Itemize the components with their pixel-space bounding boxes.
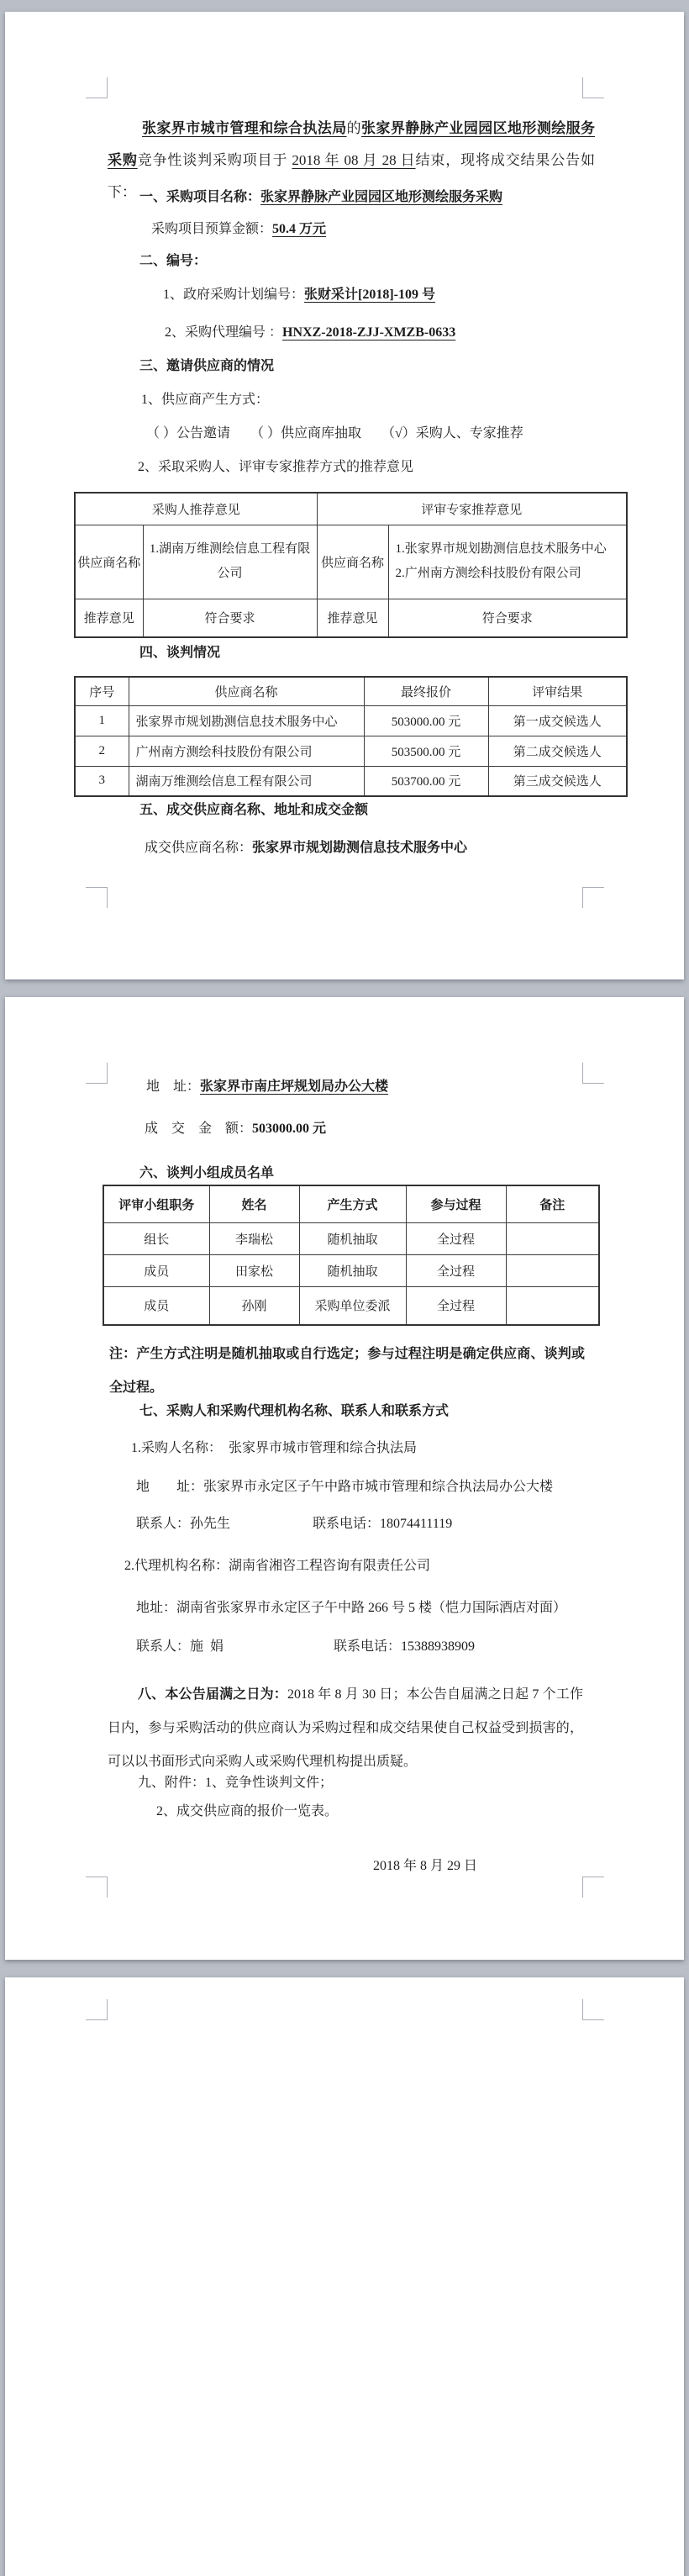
name-cell: 田家松 (209, 1254, 299, 1286)
agency-phone: 联系电话：15388938909 (334, 1639, 476, 1654)
process-cell: 全过程 (406, 1286, 506, 1325)
table-row (103, 1286, 599, 1325)
supplier-label-cell: 供应商名称 (317, 525, 388, 599)
section-2-title: 二、编号： (139, 254, 208, 268)
rank-cell: 3 (75, 766, 129, 796)
table-row (75, 766, 627, 796)
panel-note: 注：产生方式注明是随机抽取或自行选定；参与过程注明是确定供应商、谈判或全过程。 (109, 1347, 585, 1395)
recommendation-intro: 2、采取采购人、评审专家推荐方式的推荐意见 (138, 460, 414, 474)
project-name: 张家界静脉产业园园区地形测绘服务采购 (108, 120, 596, 168)
section-1-title: 一、采购项目名称：张家界静脉产业园园区地形测绘服务采购 (139, 190, 503, 204)
supplier-name-cell: 广州南方测绘科技股份有限公司 (129, 736, 364, 766)
buyer-opinion-header: 采购人推荐意见 (75, 493, 317, 525)
rec-label-cell: 推荐意见 (75, 599, 143, 637)
section-9-line1: 九、附件：1、竞争性谈判文件； (138, 1776, 334, 1790)
section-6-title: 六、谈判小组成员名单 (139, 1166, 275, 1180)
process-cell: 全过程 (406, 1254, 506, 1286)
table-row (103, 1254, 599, 1286)
buyer-address-line: 地 址：张家界市永定区子午中路市城市管理和综合执法局办公大楼 (136, 1480, 554, 1494)
expert-suppliers-cell: 1.张家界市规划勘测信息技术服务中心 2.广州南方测绘科技股份有限公司 (388, 525, 627, 599)
supplier-name-cell: 湖南万维测绘信息工程有限公司 (129, 766, 364, 796)
recommendation-table (74, 492, 628, 638)
method-cell: 随机抽取 (299, 1222, 406, 1254)
name-cell: 李瑞松 (209, 1222, 299, 1254)
margin-corner-mark (86, 77, 108, 98)
winner-address-line: 地 址：张家界市南庄坪规划局办公大楼 (146, 1079, 389, 1094)
document-page-3 (5, 1977, 684, 2576)
agency-address-line: 地址：湖南省张家界市永定区子午中路 266 号 5 楼（恺力国际酒店对面） (136, 1601, 567, 1615)
section-3-title: 三、邀请供应商的情况 (139, 359, 275, 373)
section-7-title: 七、采购人和采购代理机构名称、联系人和联系方式 (139, 1404, 450, 1418)
expert-opinion-header: 评审专家推荐意见 (317, 493, 627, 525)
rec-label-cell: 推荐意见 (317, 599, 388, 637)
announcement-date: 2018 年 8 月 29 日 (373, 1859, 478, 1873)
expert-rec-cell: 符合要求 (388, 599, 627, 637)
review-result-cell: 第二成交候选人 (488, 736, 627, 766)
section-5-title: 五、成交供应商名称、地址和成交金额 (139, 803, 369, 817)
review-result-cell: 第一成交候选人 (488, 705, 627, 736)
supplier-method-label: 1、供应商产生方式： (141, 393, 270, 407)
deal-amount-line: 成 交 金 额：503000.00 元 (145, 1122, 327, 1136)
remark-cell (506, 1286, 599, 1325)
agent-number-line: 2、采购代理编号 ：HNXZ-2018-ZJJ-XMZB-0633 (165, 325, 456, 340)
table-header-row: 评审小组职务 姓名 产生方式 参与过程 备注 (103, 1185, 599, 1222)
margin-corner-mark (582, 1999, 604, 2020)
winner-address: 张家界市南庄坪规划局办公大楼 (200, 1079, 389, 1094)
close-date: 2018 年 08 月 28 日 (292, 152, 416, 168)
table-header-row: 序号 供应商名称 最终报价 评审结果 (75, 677, 627, 705)
margin-corner-mark (582, 1877, 604, 1898)
margin-corner-mark (86, 1999, 108, 2020)
margin-corner-mark (86, 887, 108, 908)
agency-contact-line (108, 1639, 612, 1655)
section-4-title: 四、谈判情况 (139, 646, 221, 660)
budget-line: 采购项目预算金额：50.4 万元 (151, 222, 327, 236)
table-row (75, 493, 627, 525)
agency-name-line: 2.代理机构名称：湖南省湘咨工程咨询有限责任公司 (124, 1559, 431, 1573)
table-row (75, 705, 627, 736)
method-cell: 随机抽取 (299, 1254, 406, 1286)
section-9-line2: 2、成交供应商的报价一览表。 (156, 1804, 339, 1819)
document-page-1 (5, 12, 684, 979)
supplier-label-cell: 供应商名称 (75, 525, 143, 599)
rank-cell: 2 (75, 736, 129, 766)
role-cell: 成员 (103, 1254, 209, 1286)
deal-amount: 503000.00 元 (252, 1122, 327, 1136)
name-cell: 孙刚 (209, 1286, 299, 1325)
margin-corner-mark (86, 1877, 108, 1898)
table-row (75, 736, 627, 766)
final-price-cell: 503000.00 元 (364, 705, 488, 736)
buyer-suppliers-cell: 1.湖南万维测绘信息工程有限公司 (143, 525, 317, 599)
remark-cell (506, 1222, 599, 1254)
buyer-name-line: 1.采购人名称： 张家界市城市管理和综合执法局 (131, 1441, 418, 1455)
supplier-name-cell: 张家界市规划勘测信息技术服务中心 (129, 705, 364, 736)
table-row (75, 599, 627, 637)
role-cell: 成员 (103, 1286, 209, 1325)
process-cell: 全过程 (406, 1222, 506, 1254)
role-cell: 组长 (103, 1222, 209, 1254)
buyer-phone: 联系电话：18074411119 (313, 1517, 453, 1531)
buyer-contact: 联系人：孙先生 (136, 1517, 231, 1531)
panel-member-table (103, 1185, 600, 1326)
winner-line: 成交供应商名称：张家界市规划勘测信息技术服务中心 (145, 841, 468, 855)
agency-contact: 联系人：施 娟 (136, 1639, 224, 1654)
document-page-2 (5, 997, 684, 1960)
section-8-paragraph: 八、本公告届满之日为：2018 年 8 月 30 日；本公告自届满之日起 7 个工作日内，参与采购活动的供应商认为采购过程和成交结果使自己权益受到损害的，可以以书面形式向采购人或采购代理机构提出质疑。 (108, 1687, 583, 1769)
winner-name: 张家界市规划勘测信息技术服务中心 (252, 841, 468, 855)
rank-cell: 1 (75, 705, 129, 736)
method-cell: 采购单位委派 (299, 1286, 406, 1325)
table-row (75, 525, 627, 599)
buyer-org-name: 张家界市城市管理和综合执法局 (142, 120, 347, 136)
negotiation-result-table (74, 676, 628, 797)
supplier-method-options: （ ）公告邀请 （ ）供应商库抽取 （√）采购人、专家推荐 (146, 426, 523, 441)
margin-corner-mark (582, 77, 604, 98)
buyer-contact-line (108, 1516, 612, 1533)
margin-corner-mark (582, 887, 604, 908)
intro-paragraph: 张家界市城市管理和综合执法局的张家界静脉产业园园区地形测绘服务采购竞争性谈判采购项目于 2018 年 08 月 28 日结束，现将成交结果公告如下： (108, 120, 596, 200)
final-price-cell: 503500.00 元 (364, 736, 488, 766)
review-result-cell: 第三成交候选人 (488, 766, 627, 796)
remark-cell (506, 1254, 599, 1286)
plan-number-line: 1、政府采购计划编号：张财采计[2018]-109 号 (163, 288, 436, 302)
final-price-cell: 503700.00 元 (364, 766, 488, 796)
buyer-rec-cell: 符合要求 (143, 599, 317, 637)
margin-corner-mark (86, 1063, 108, 1084)
table-row (103, 1222, 599, 1254)
